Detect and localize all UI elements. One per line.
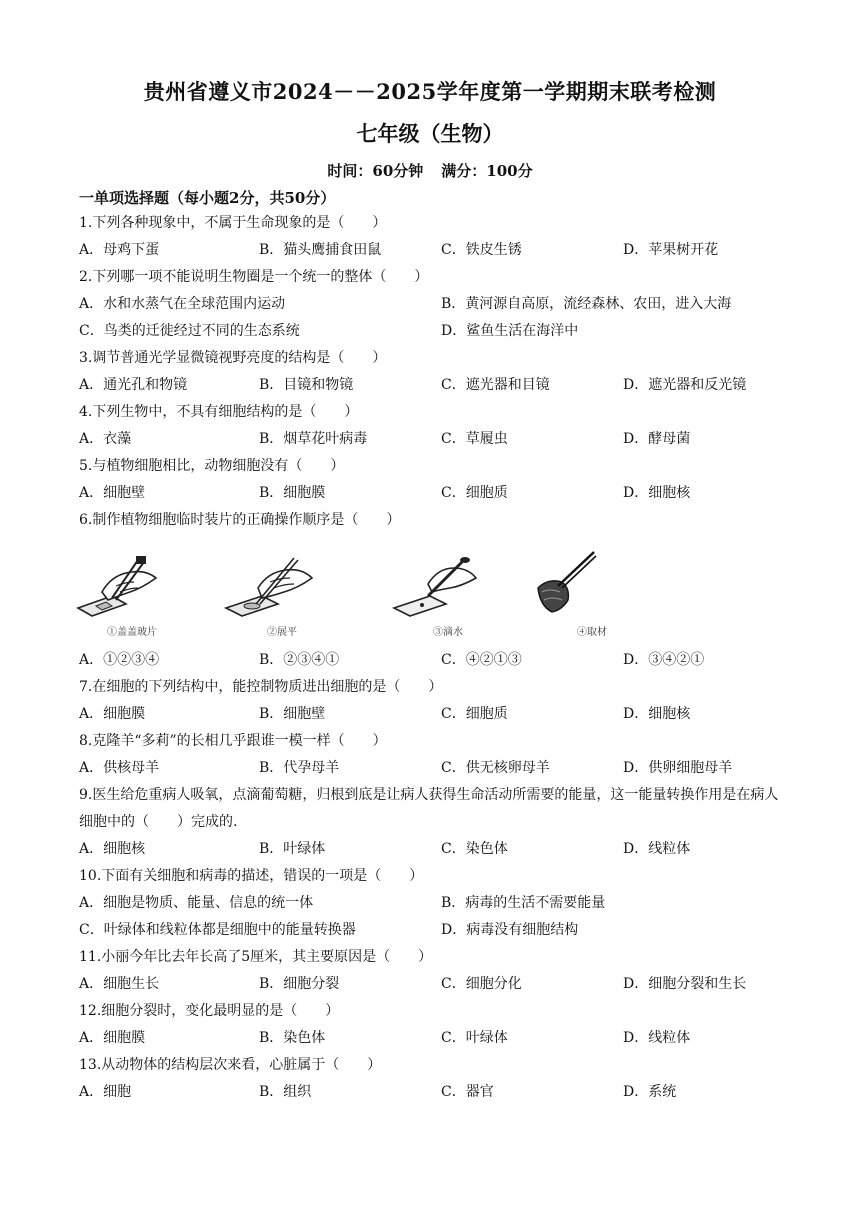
option-b: B．②③④① bbox=[259, 652, 340, 668]
option-d: D．苹果树开花 bbox=[623, 242, 719, 258]
option-d: D．③④②① bbox=[623, 652, 705, 668]
option-c: C．叶绿体 bbox=[441, 1030, 508, 1046]
question-stem: 4.下列生物中，不具有细胞结构的是（ ） bbox=[79, 404, 359, 420]
figure-drop-water bbox=[388, 548, 508, 638]
option-b: B．细胞分裂 bbox=[259, 976, 340, 992]
hand-needle-icon bbox=[222, 548, 342, 624]
question-stem: 5.与植物细胞相比，动物细胞没有（ ） bbox=[79, 458, 345, 474]
option-a: A．细胞核 bbox=[79, 841, 146, 857]
option-a: A．衣藻 bbox=[79, 431, 132, 447]
question-options bbox=[79, 426, 799, 453]
option-a: A．细胞是物质、能量、信息的统一体 bbox=[79, 895, 314, 911]
figure-flatten bbox=[222, 548, 342, 638]
option-d: D．系统 bbox=[623, 1084, 677, 1100]
question-options bbox=[79, 1079, 799, 1106]
exam-meta bbox=[0, 160, 860, 181]
figure-cover-slip bbox=[72, 548, 192, 638]
option-c: C．铁皮生锈 bbox=[441, 242, 522, 258]
option-c: C．叶绿体和线粒体都是细胞中的能量转换器 bbox=[79, 922, 356, 938]
option-c: C．遮光器和目镜 bbox=[441, 377, 550, 393]
option-d: D．鲨鱼生活在海洋中 bbox=[441, 323, 579, 339]
option-b: B．烟草花叶病毒 bbox=[259, 431, 368, 447]
question-options bbox=[79, 1025, 799, 1052]
option-d: D．线粒体 bbox=[623, 1030, 691, 1046]
onion-scale-icon bbox=[532, 548, 652, 624]
option-d: D．酵母菌 bbox=[623, 431, 691, 447]
option-d: D．供卵细胞母羊 bbox=[623, 760, 733, 776]
option-c: C．细胞质 bbox=[441, 485, 508, 501]
option-a: A．细胞壁 bbox=[79, 485, 146, 501]
question-options bbox=[79, 917, 799, 944]
option-b: B．细胞壁 bbox=[259, 706, 326, 722]
question-stem: 1.下列各种现象中，不属于生命现象的是（ ） bbox=[79, 215, 387, 231]
option-d: D．细胞分裂和生长 bbox=[623, 976, 747, 992]
option-c: C．供无核卵母羊 bbox=[441, 760, 550, 776]
option-b: B．细胞膜 bbox=[259, 485, 326, 501]
option-c: C．器官 bbox=[441, 1084, 494, 1100]
option-c: C．染色体 bbox=[441, 841, 508, 857]
option-a: A．供核母羊 bbox=[79, 760, 160, 776]
exam-title: 贵州省遵义市2024－－2025学年度第一学期期末联考检测 bbox=[143, 79, 717, 104]
score-label: 满分：100分 bbox=[441, 162, 533, 180]
option-b: B．染色体 bbox=[259, 1030, 326, 1046]
figure-caption: ④取材 bbox=[577, 627, 607, 638]
question-stem: 12.细胞分裂时，变化最明显的是（ ） bbox=[79, 1003, 340, 1019]
option-d: D．细胞核 bbox=[623, 485, 691, 501]
exam-subtitle: 七年级（生物） bbox=[356, 121, 504, 146]
option-a: A．①②③④ bbox=[79, 652, 160, 668]
dropper-icon bbox=[388, 548, 508, 624]
option-b: B．病毒的生活不需要能量 bbox=[441, 895, 606, 911]
question-options bbox=[79, 318, 799, 345]
option-a: A．通光孔和物镜 bbox=[79, 377, 188, 393]
option-d: D．细胞核 bbox=[623, 706, 691, 722]
option-b: B．黄河源自高原，流经森林、农田，进入大海 bbox=[441, 296, 732, 312]
option-a: A．水和水蒸气在全球范围内运动 bbox=[79, 296, 286, 312]
question-stem: 13.从动物体的结构层次来看，心脏属于（ ） bbox=[79, 1057, 382, 1073]
question-options bbox=[79, 890, 799, 917]
question-stem: 11.小丽今年比去年长高了5厘米，其主要原因是（ ） bbox=[79, 949, 433, 965]
question-options bbox=[79, 647, 799, 674]
option-a: A．细胞生长 bbox=[79, 976, 160, 992]
option-a: A．细胞膜 bbox=[79, 706, 146, 722]
option-b: B．组织 bbox=[259, 1084, 312, 1100]
option-c: C．细胞质 bbox=[441, 706, 508, 722]
option-b: B．目镜和物镜 bbox=[259, 377, 354, 393]
option-b: B．叶绿体 bbox=[259, 841, 326, 857]
question-options bbox=[79, 372, 799, 399]
question-stem: 3.调节普通光学显微镜视野亮度的结构是（ ） bbox=[79, 350, 387, 366]
question-stem: 6.制作植物细胞临时装片的正确操作顺序是（ ） bbox=[79, 512, 401, 528]
question-stem: 8.克隆羊“多莉”的长相几乎跟谁一模一样（ ） bbox=[79, 733, 387, 749]
question-stem: 10.下面有关细胞和病毒的描述，错误的一项是（ ） bbox=[79, 868, 424, 884]
question-stem: 7.在细胞的下列结构中，能控制物质进出细胞的是（ ） bbox=[79, 679, 443, 695]
question-stem: 2.下列哪一项不能说明生物圈是一个统一的整体（ ） bbox=[79, 269, 429, 285]
option-d: D．遮光器和反光镜 bbox=[623, 377, 747, 393]
option-c: C．草履虫 bbox=[441, 431, 508, 447]
time-label: 时间：60分钟 bbox=[327, 162, 424, 180]
option-c: C．④②①③ bbox=[441, 652, 522, 668]
option-d: D．病毒没有细胞结构 bbox=[441, 922, 579, 938]
section-heading: 一单项选择题（每小题2分，共50分） bbox=[79, 189, 336, 207]
question-options bbox=[79, 836, 799, 863]
option-b: B．代孕母羊 bbox=[259, 760, 340, 776]
figure-take-material bbox=[532, 548, 652, 638]
hand-tweezers-icon bbox=[72, 548, 192, 624]
question-options bbox=[79, 971, 799, 998]
option-d: D．线粒体 bbox=[623, 841, 691, 857]
figure-caption: ③滴水 bbox=[433, 627, 463, 638]
option-a: A．细胞膜 bbox=[79, 1030, 146, 1046]
figure-caption: ②展平 bbox=[267, 627, 297, 638]
option-b: B．猫头鹰捕食田鼠 bbox=[259, 242, 382, 258]
question-stem: 9.医生给危重病人吸氧，点滴葡萄糖，归根到底是让病人获得生命活动所需要的能量，这一能量转换作用是在病人细胞中的（ ）完成的. bbox=[79, 787, 779, 830]
option-c: C．鸟类的迁徙经过不同的生态系统 bbox=[79, 323, 300, 339]
question-options bbox=[79, 291, 799, 318]
option-c: C．细胞分化 bbox=[441, 976, 522, 992]
question-options bbox=[79, 480, 799, 507]
question-options bbox=[79, 237, 799, 264]
question-options bbox=[79, 755, 799, 782]
option-a: A．母鸡下蛋 bbox=[79, 242, 160, 258]
question-options bbox=[79, 701, 799, 728]
option-a: A．细胞 bbox=[79, 1084, 132, 1100]
figure-caption: ①盖盖玻片 bbox=[107, 627, 157, 638]
